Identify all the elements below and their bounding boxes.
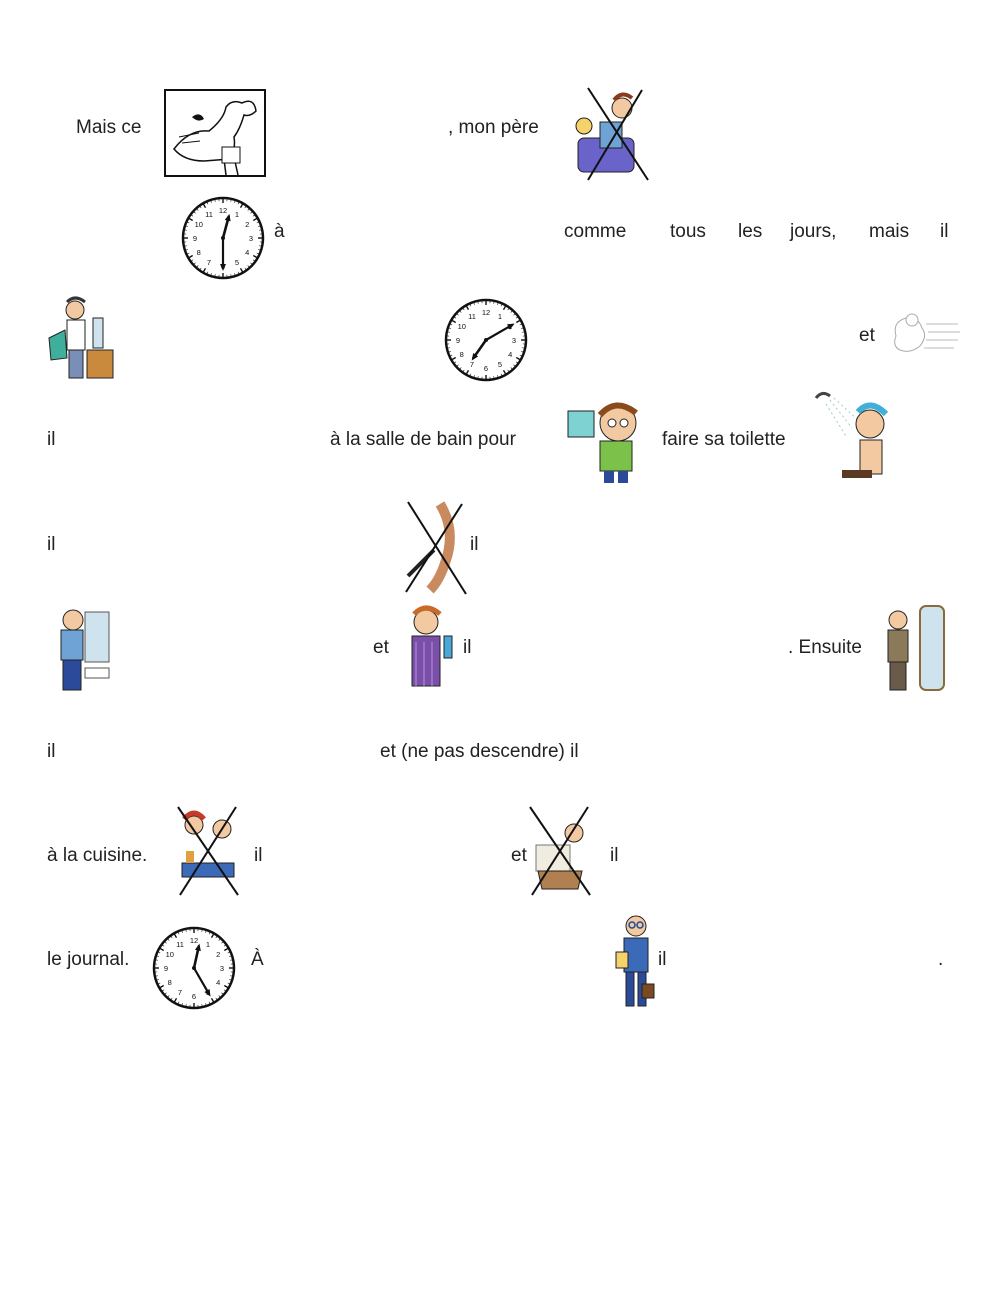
clock-numeral: 3	[511, 336, 517, 345]
text-il: il	[940, 221, 949, 242]
text-a-9: À	[251, 949, 264, 970]
rooster-alarm-icon	[164, 89, 266, 177]
clock-numeral: 8	[167, 978, 172, 987]
man-reading-crossed-icon	[528, 805, 592, 897]
text-salle-de-bain: à la salle de bain pour	[330, 429, 516, 450]
clock-numeral: 1	[497, 311, 503, 321]
clock-numeral: 2	[216, 950, 221, 959]
man-brushing-teeth-icon	[392, 602, 464, 692]
text-il-4: il	[47, 429, 56, 450]
text-les: les	[738, 221, 763, 242]
clock-numeral: 5	[234, 258, 240, 268]
clock-numeral: 8	[459, 350, 464, 359]
clock-numeral: 7	[177, 988, 183, 998]
text-a: à	[274, 221, 285, 242]
shaving-crossed-icon	[400, 500, 470, 595]
text-il-6: il	[463, 637, 472, 658]
clock-1	[180, 195, 266, 281]
clock-numeral: 7	[469, 360, 475, 370]
text-et-8: et	[511, 845, 527, 866]
text-ensuite: . Ensuite	[788, 637, 862, 658]
clock-numeral: 10	[194, 220, 203, 229]
clock-numeral: 12	[481, 308, 491, 317]
text-tous: tous	[670, 221, 706, 242]
clock-numeral: 5	[497, 360, 503, 370]
clock-numeral: 11	[205, 209, 213, 219]
text-jours: jours,	[790, 221, 837, 242]
text-ne-pas-descendre: et (ne pas descendre) il	[380, 741, 579, 762]
man-waking-crossed-icon	[570, 86, 652, 182]
text-il-8b: il	[610, 845, 619, 866]
clock-numeral: 4	[216, 978, 221, 987]
clock-numeral: 9	[192, 234, 198, 243]
text-period: .	[938, 949, 944, 970]
text-a-la-cuisine: à la cuisine.	[47, 845, 148, 866]
clock-numeral: 11	[468, 311, 476, 321]
text-mon-pere: , mon père	[448, 117, 539, 138]
text-faire-sa-toilette: faire sa toilette	[662, 429, 786, 450]
text-il-8a: il	[254, 845, 263, 866]
clock-numeral: 12	[189, 936, 199, 945]
clock-3	[151, 925, 237, 1011]
couple-breakfast-crossed-icon	[176, 805, 240, 897]
text-il-5b: il	[470, 534, 479, 555]
clock-numeral: 12	[218, 206, 228, 215]
man-shower-icon	[812, 388, 902, 488]
text-et-6: et	[373, 637, 389, 658]
clock-numeral: 2	[245, 220, 250, 229]
text-et: et	[859, 325, 875, 346]
text-comme: comme	[564, 221, 627, 242]
clock-numeral: 6	[191, 992, 197, 1001]
text-mais-ce: Mais ce	[76, 117, 142, 138]
man-at-mirror-icon	[45, 600, 115, 692]
clock-numeral: 3	[219, 964, 225, 973]
clock-numeral: 1	[234, 209, 240, 219]
clock-numeral: 10	[165, 950, 174, 959]
boy-towel-icon	[566, 393, 652, 485]
clock-numeral: 9	[163, 964, 169, 973]
clock-numeral: 10	[457, 322, 466, 331]
text-il-9: il	[658, 949, 667, 970]
man-dressing-icon	[45, 294, 120, 382]
man-walking-briefcase-icon	[612, 910, 658, 1014]
running-ghost-icon	[882, 306, 962, 360]
text-il-7: il	[47, 741, 56, 762]
text-le-journal: le journal.	[47, 949, 130, 970]
clock-numeral: 7	[206, 258, 212, 268]
clock-numeral: 4	[508, 350, 513, 359]
text-il-5a: il	[47, 534, 56, 555]
clock-numeral: 8	[196, 248, 201, 257]
clock-numeral: 3	[248, 234, 254, 243]
clock-2	[443, 297, 529, 383]
clock-numeral: 11	[176, 939, 184, 949]
clock-numeral: 6	[483, 364, 489, 373]
clock-numeral: 1	[205, 939, 211, 949]
text-mais: mais	[869, 221, 910, 242]
clock-numeral: 9	[455, 336, 461, 345]
clock-numeral: 4	[245, 248, 250, 257]
man-full-mirror-icon	[876, 602, 948, 694]
